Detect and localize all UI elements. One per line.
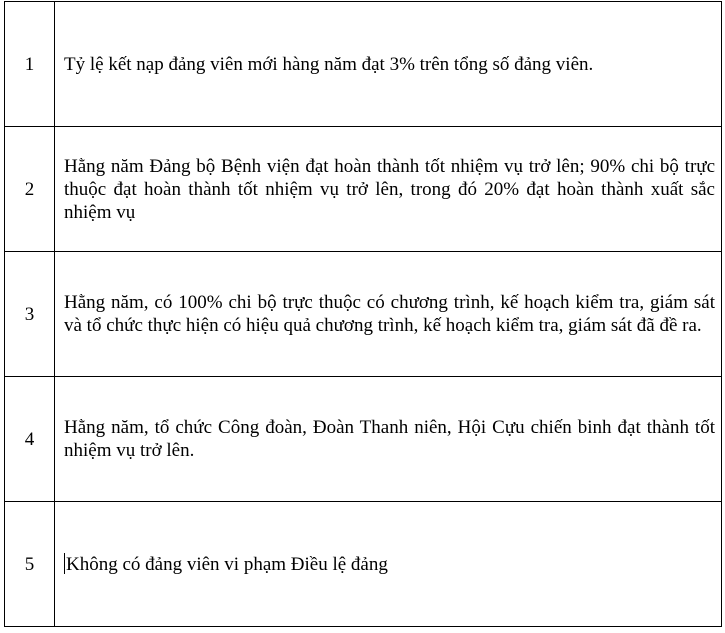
- row-number: 2: [24, 178, 35, 200]
- row-text: Tỷ lệ kết nạp đảng viên mới hàng năm đạt 3% trên tổng số đảng viên.: [64, 53, 594, 75]
- table-row: [5, 127, 722, 252]
- row-number: 3: [24, 303, 35, 325]
- row-number: 4: [24, 428, 35, 450]
- table-row: [5, 377, 722, 502]
- row-text-cell[interactable]: [55, 127, 722, 252]
- table-row: [5, 252, 722, 377]
- row-text: Không có đảng viên vi phạm Điều lệ đảng: [66, 553, 388, 575]
- row-number: 1: [24, 53, 35, 75]
- row-number-cell: [5, 377, 55, 502]
- table-row: [5, 502, 722, 627]
- row-text: Hằng năm Đảng bộ Bệnh viện đạt hoàn thành tốt nhiệm vụ trở lên; 90% chi bộ trực thuộc đạt hoàn thành tốt nhiệm vụ trở lên, trong đó 20% đạt hoàn thành xuất sắc nhiệm vụ: [64, 155, 715, 223]
- row-text: Hằng năm, tổ chức Công đoàn, Đoàn Thanh niên, Hội Cựu chiến binh đạt thành tốt nhiệm vụ trở lên.: [64, 417, 715, 461]
- text-cursor: [64, 553, 65, 574]
- targets-table: [4, 1, 722, 627]
- row-text-cell[interactable]: [55, 377, 722, 502]
- table-row: [5, 2, 722, 127]
- row-number-cell: [5, 252, 55, 377]
- row-text-cell[interactable]: [55, 502, 722, 627]
- row-text: Hằng năm, có 100% chi bộ trực thuộc có chương trình, kế hoạch kiểm tra, giám sát và tổ chức thực hiện có hiệu quả chương trình, kế hoạch kiểm tra, giám sát đã đề ra.: [64, 292, 715, 336]
- row-number: 5: [24, 553, 35, 575]
- row-text-cell[interactable]: [55, 2, 722, 127]
- row-number-cell: [5, 127, 55, 252]
- row-number-cell: [5, 502, 55, 627]
- row-text-cell[interactable]: [55, 252, 722, 377]
- row-number-cell: [5, 2, 55, 127]
